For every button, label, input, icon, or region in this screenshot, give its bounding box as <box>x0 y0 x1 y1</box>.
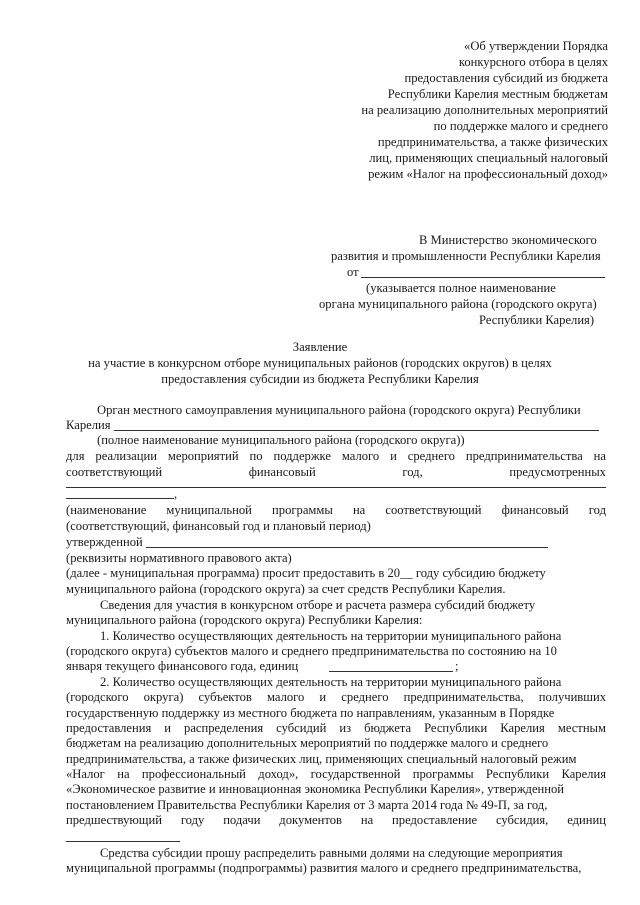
item-1-line: января текущего финансового года, единиц <box>66 659 299 673</box>
item-1-line: 1. Количество осуществляющих деятельность на территории муниципального района <box>100 629 562 643</box>
body-line: (далее - муниципальная программа) просит предоставить в 20__ году субсидию бюджету <box>66 566 546 580</box>
resolution-line: на реализацию дополнительных мероприятий <box>361 103 608 117</box>
body-line: Орган местного самоуправления муниципального района (городского округа) Республики <box>97 403 581 417</box>
body-word: финансовый <box>248 465 316 479</box>
resolution-line: предпринимательства, а также физических <box>377 135 608 149</box>
item-1-end: ; <box>455 659 459 673</box>
item-2-text: предшествующий году подачи документов на предоставление субсидия, единиц <box>66 813 606 827</box>
body-word: предусмотренных <box>509 465 606 479</box>
municipality-name-line[interactable] <box>114 430 599 431</box>
body-line <box>66 449 606 464</box>
body-text: для реализации мероприятий по поддержке малого и среднего предпринимательства на <box>66 449 606 463</box>
act-details-line[interactable] <box>146 547 548 548</box>
body-line: Средства субсидии прошу распределить равными долями на следующие мероприятия <box>100 846 563 860</box>
body-word: соответствующий <box>66 465 163 479</box>
item-2-text: «Налог на профессиональный доход», государственной программы Республики Карелия <box>66 767 606 781</box>
item-2-line <box>66 813 606 828</box>
resolution-line: конкурсного отбора в целях <box>458 55 608 69</box>
item-2-line: государственную поддержку из местного бюджета по направлениям, указанным в Порядке <box>66 706 555 720</box>
field-hint: (реквизиты нормативного правового акта) <box>66 551 292 565</box>
from-label: от <box>347 265 359 279</box>
item-2-line <box>66 721 606 736</box>
body-line: муниципальной программы (подпрограммы) развития малого и среднего предпринимательства, <box>66 861 582 875</box>
program-line[interactable] <box>66 487 606 488</box>
approved-label: утвержденной <box>66 535 143 549</box>
resolution-line: «Об утверждении Порядка <box>464 39 608 53</box>
title-word: Заявление <box>292 340 348 354</box>
title-line: на участие в конкурсном отборе муниципальных районов (городских округов) в целях <box>88 356 552 370</box>
field-hint <box>66 503 606 518</box>
field-hint: (соответствующий, финансовый год и плановый период) <box>66 519 371 533</box>
item-2-line: 2. Количество осуществляющих деятельность на территории муниципального района <box>100 675 562 689</box>
item-2-text: (городского округа) субъектов малого и среднего предпринимательства, получивших <box>66 690 606 704</box>
item-2-text: предоставления и распределения субсидий из бюджета Республики Карелия местным <box>66 721 606 735</box>
resolution-line: по поддержке малого и среднего <box>433 119 608 133</box>
program-line-2[interactable] <box>66 498 174 499</box>
body-line <box>66 465 606 480</box>
resolution-line: лиц, применяющих специальный налоговый <box>369 151 608 165</box>
field-hint: (полное наименование муниципального района (городского округа)) <box>97 433 465 447</box>
item-2-line: постановлением Правительства Республики Карелия от 3 марта 2014 года № 49-П, за год, <box>66 798 548 812</box>
item-2-line <box>66 767 606 782</box>
item-2-line <box>66 690 606 705</box>
hint-text: (наименование муниципальной программы на соответствующий финансовый год <box>66 503 606 517</box>
item-2-count-field[interactable] <box>66 841 180 842</box>
item-2-line: предпринимательства, а также физических лиц, применяющих специальный налоговый режим <box>66 752 577 766</box>
item-1-count-field[interactable] <box>329 671 453 672</box>
from-line[interactable] <box>361 277 605 278</box>
addressee-hint: органа муниципального района (городского округа) <box>319 297 597 311</box>
body-line: муниципального района (городского округа) за счет средств Республики Карелия. <box>66 582 506 596</box>
item-2-line: бюджетам на реализацию дополнительных мероприятий по поддержке малого и среднего <box>66 736 549 750</box>
body-line: муниципального района (городского округа) Республики Карелия: <box>66 613 423 627</box>
body-line: Карелия <box>66 418 111 432</box>
item-2-line: «Экономическое развитие и инновационная экономика Республики Карелия», утвержденной <box>66 782 565 796</box>
resolution-line: режим «Налог на профессиональный доход» <box>368 167 608 181</box>
addressee-hint: Республики Карелия) <box>479 313 595 327</box>
addressee-line: развития и промышленности Республики Карелия <box>331 249 601 263</box>
resolution-line: предоставления субсидий из бюджета <box>404 71 608 85</box>
addressee-line: В Министерство экономического <box>419 233 597 247</box>
resolution-line: Республики Карелия местным бюджетам <box>387 87 608 101</box>
item-1-line: (городского округа) субъектов малого и среднего предпринимательства по состоянию на 10 <box>66 644 557 658</box>
addressee-hint: (указывается полное наименование <box>366 281 556 295</box>
title-line: предоставления субсидии из бюджета Республики Карелия <box>161 372 479 386</box>
comma: , <box>174 487 178 501</box>
body-word: год, <box>402 465 423 479</box>
body-line: Сведения для участия в конкурсном отборе и расчета размера субсидий бюджету <box>100 598 536 612</box>
